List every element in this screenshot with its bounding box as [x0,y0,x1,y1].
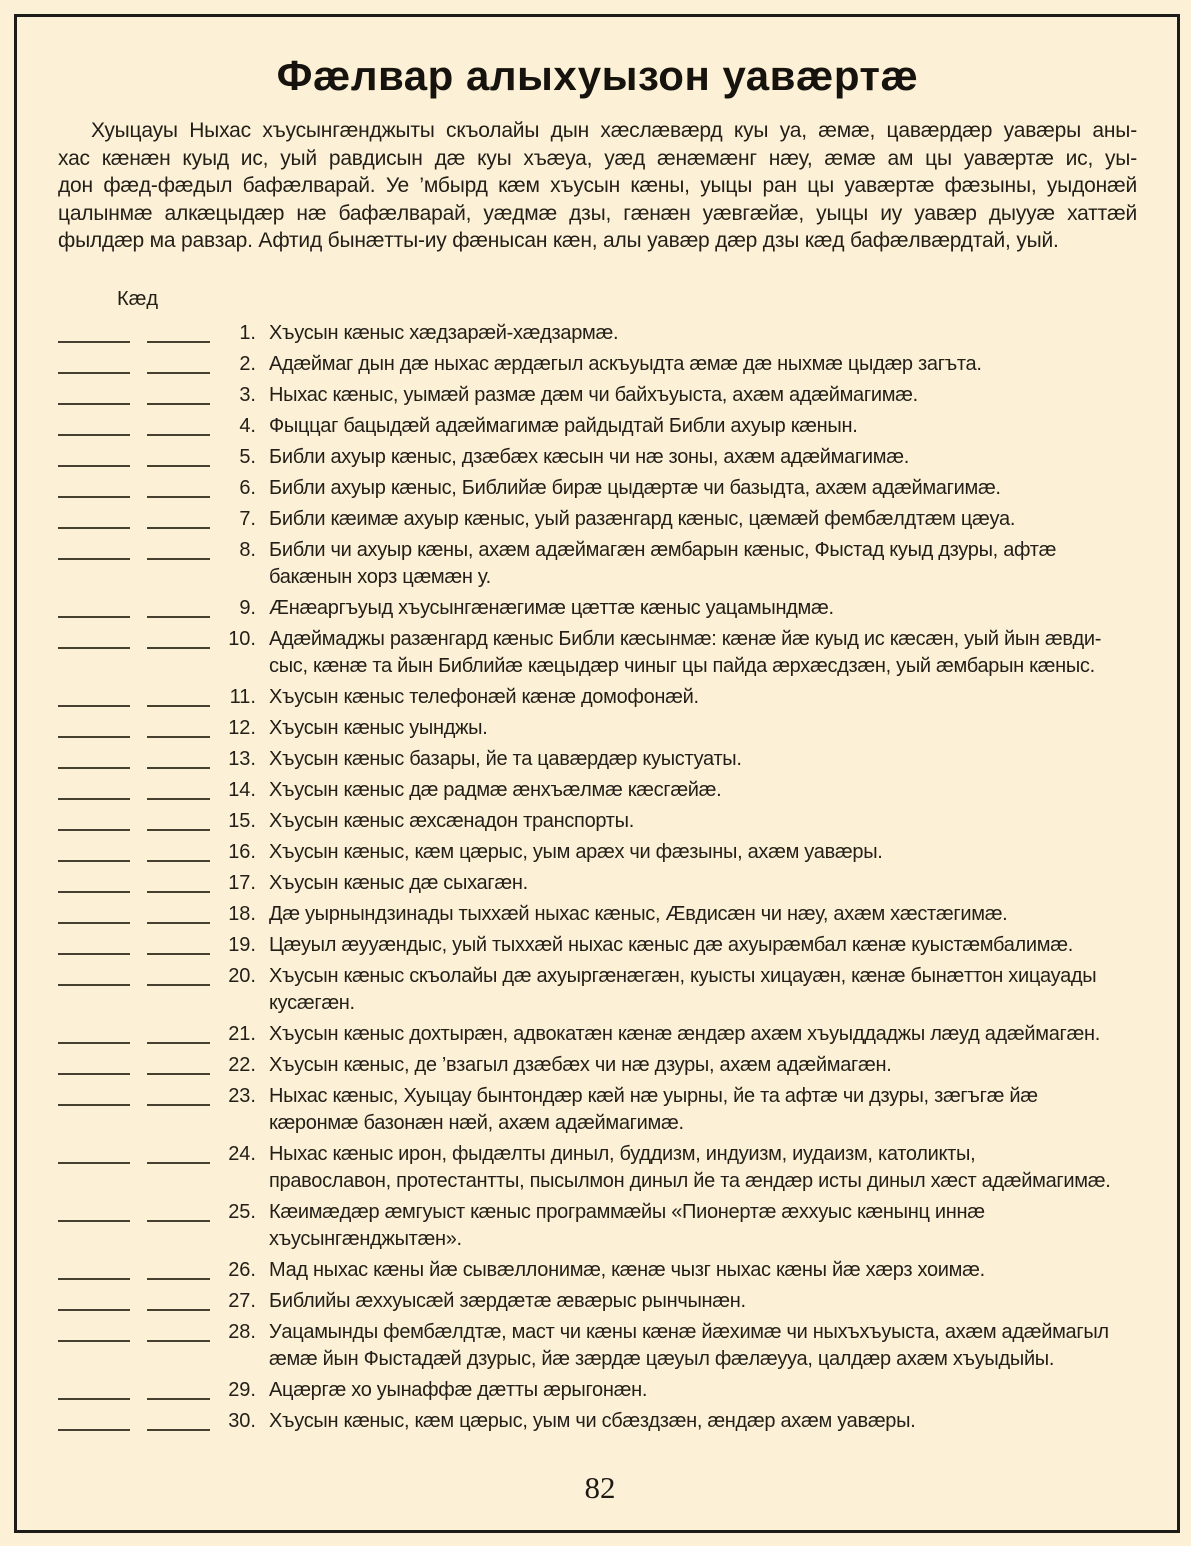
item-text-line: кæронмæ базонæн нæй, ахæм адæймагимæ. [269,1111,684,1134]
answer-blank-2[interactable] [147,537,210,560]
answer-blank-2[interactable] [147,684,210,707]
answer-blank-1[interactable] [58,808,130,831]
answer-blank-2[interactable] [147,715,210,738]
list-item [58,746,1137,773]
answer-blank-1[interactable] [58,1052,130,1075]
answer-blank-2[interactable] [147,1141,210,1164]
item-number: 20. [228,964,256,987]
list-item [58,870,1137,897]
answer-blank-1[interactable] [58,932,130,955]
item-text-line: æмæ йын Фыстадæй дзурыс, йæ зæрдæ цæуыл фæлæууа, цалдæр ахæм хъуыдыйы. [269,1347,1055,1370]
item-text [269,444,1137,471]
answer-blank-1[interactable] [58,1319,130,1342]
item-text [269,1052,1137,1079]
item-text-line: Библи чи ахуыр кæны, ахæм адæймагæн æмбарын кæныс, Фыстад куыд дзуры, афтæ [269,538,1057,561]
answer-blank-1[interactable] [58,870,130,893]
item-text-line: Ныхас кæныс, Хуыцау бынтондæр кæй нæ уырны, йе та афтæ чи дзуры, зæгъгæ йæ [269,1084,1038,1107]
list-item [58,626,1137,680]
list-item [58,777,1137,804]
list-item [58,595,1137,622]
item-text-line: Хъусын кæныс дохтырæн, адвокатæн кæнæ æндæр ахæм хъуыддаджы лæуд адæймагæн. [269,1022,1101,1045]
answer-blank-2[interactable] [147,351,210,374]
item-text [269,1141,1137,1195]
answer-blank-1[interactable] [58,901,130,924]
list-item [58,1257,1137,1284]
item-number: 28. [228,1320,256,1343]
item-text-line: Хъусын кæныс, кæм цæрыс, уым арæх чи фæзыны, ахæм уавæры. [269,840,883,863]
list-item [58,963,1137,1017]
intro-line: хас кæнæн куыд ис, уый равдисын дæ куы хъæуа, уæд æнæмæнг нæу, æмæ ам цы уавæртæ ис, уы- [58,146,1137,170]
answer-blank-2[interactable] [147,444,210,467]
list-item [58,351,1137,378]
item-text [269,870,1137,897]
item-text-line: сыс, кæнæ та йын Библийæ кæцыдæр чиныг цы пайда æрхæсдзæн, уый æмбарын кæныс. [269,654,1095,677]
list-item [58,413,1137,440]
list-item [58,932,1137,959]
item-text-line: Хъусын кæныс æхсæнадон транспорты. [269,809,634,832]
item-text-line: Хъусын кæныс базары, йе та цавæрдæр куыстуаты. [269,747,742,770]
item-number: 2. [239,352,256,375]
item-text [269,1257,1137,1284]
list-item [58,537,1137,591]
answer-blank-2[interactable] [147,626,210,649]
item-text-line: Библи кæимæ ахуыр кæныс, уый разæнгард кæныс, цæмæй фембæлдтæм цæуа. [269,507,1016,530]
list-item [58,444,1137,471]
item-number: 13. [228,747,256,770]
item-text [269,475,1137,502]
item-text-line: Хъусын кæныс хæдзарæй-хæдзармæ. [269,321,619,344]
item-text-line: кусæгæн. [269,991,355,1014]
item-number: 14. [228,778,256,801]
item-text-line: Библи ахуыр кæныс, Библийæ бирæ цыдæртæ чи базыдта, ахæм адæймагимæ. [269,476,1001,499]
item-text [269,1288,1137,1315]
item-text [269,1021,1137,1048]
answer-blank-1[interactable] [58,1288,130,1311]
item-text [269,506,1137,533]
answer-blank-1[interactable] [58,1377,130,1400]
list-item [58,320,1137,347]
situations-checklist [58,320,1137,1435]
item-text [269,901,1137,928]
answer-blank-1[interactable] [58,382,130,405]
list-item [58,1377,1137,1404]
answer-blank-1[interactable] [58,746,130,769]
item-text [269,413,1137,440]
item-text [269,932,1137,959]
item-text [269,1083,1137,1137]
item-text-line: Адæймаджы разæнгард кæныс Библи кæсынмæ: кæнæ йæ куыд ис кæсæн, уый йын æвди- [269,627,1102,650]
item-number: 12. [228,716,256,739]
item-text [269,839,1137,866]
list-item [58,1199,1137,1253]
answer-blank-1[interactable] [58,777,130,800]
answer-blank-2[interactable] [147,320,210,343]
answer-blank-1[interactable] [58,1141,130,1164]
item-number: 8. [239,538,256,561]
list-item [58,808,1137,835]
answer-blank-1[interactable] [58,715,130,738]
item-text-line: Хъусын кæныс телефонæй кæнæ домофонæй. [269,685,699,708]
answer-blank-2[interactable] [147,1021,210,1044]
answer-blank-2[interactable] [147,808,210,831]
answer-blank-2[interactable] [147,1377,210,1400]
item-number: 17. [228,871,256,894]
page-content [17,52,1177,1435]
item-text-line: Библийы æххуысæй зæрдæтæ æвæрыс рынчынæн. [269,1289,746,1312]
item-number: 16. [228,840,256,863]
answer-blank-2[interactable] [147,1319,210,1342]
list-item [58,1319,1137,1373]
intro-line: фылдæр ма равзар. Афтид бынæтты-иу фæнысан кæн, алы уавæр дæр дзы кæд бафæлвæрдтай, уый. [58,229,1059,252]
answer-blank-2[interactable] [147,932,210,955]
item-text [269,595,1137,622]
answer-blank-2[interactable] [147,1288,210,1311]
item-text [269,746,1137,773]
list-item [58,382,1137,409]
item-number: 3. [239,383,256,406]
answer-blank-2[interactable] [147,777,210,800]
item-number: 22. [228,1053,256,1076]
item-number: 19. [228,933,256,956]
list-item [58,839,1137,866]
item-text [269,715,1137,742]
item-text [269,382,1137,409]
answer-blank-1[interactable] [58,1199,130,1222]
item-number: 4. [239,414,256,437]
list-item [58,1288,1137,1315]
item-text [269,1319,1137,1373]
item-number: 30. [228,1409,256,1432]
page-title: Фæлвар алыхуызон уавæртæ [276,52,919,99]
answer-blank-1[interactable] [58,1021,130,1044]
list-item [58,715,1137,742]
item-text-line: Хъусын кæныс дæ сыхагæн. [269,871,528,894]
answer-blank-1[interactable] [58,537,130,560]
page-number: 82 [584,1470,616,1505]
item-text [269,808,1137,835]
list-item [58,506,1137,533]
answer-blank-2[interactable] [147,475,210,498]
item-text [269,320,1137,347]
intro-line: цалынмæ алкæцыдæр нæ бафæлварай, уæдмæ дзы, гæнæн уæвгæйæ, уыцы иу уавæр дыууæ хаттæй [58,201,1137,225]
answer-blank-1[interactable] [58,1408,130,1431]
page-border [14,14,1180,1533]
item-number: 18. [228,902,256,925]
answer-blank-2[interactable] [147,901,210,924]
intro-line: дон фæд-фæдыл бафæлварай. Уе ’мбырд кæм хъусын кæны, уыцы ран цы уавæртæ фæзыны, уыдонæй [58,174,1137,197]
item-number: 15. [228,809,256,832]
item-text-line: Хъусын кæныс, кæм цæрыс, уым чи сбæздзæн, æндæр ахæм уавæры. [269,1409,916,1432]
item-text [269,537,1137,591]
item-text [269,351,1137,378]
answer-blank-2[interactable] [147,1052,210,1075]
item-number: 24. [228,1142,256,1165]
item-text-line: Мад ныхас кæны йæ сывæллонимæ, кæнæ чызг ныхас кæны йæ хæрз хоимæ. [269,1258,985,1281]
item-number: 7. [239,507,256,530]
item-text-line: Кæимæдæр æмгуыст кæныс программæйы «Пионертæ æххуыс кæнынц иннæ [269,1200,985,1223]
answer-blank-1[interactable] [58,626,130,649]
item-text-line: православон, протестантты, пысылмон диныл йе та æндæр исты диныл хæст адæймагимæ. [269,1169,1111,1192]
list-item [58,1083,1137,1137]
item-text-line: Хъусын кæныс скъолайы дæ ахуыргæнæгæн, куысты хицауæн, кæнæ бынæттон хицауады [269,964,1097,987]
item-text [269,777,1137,804]
answer-blank-1[interactable] [58,444,130,467]
answer-blank-1[interactable] [58,351,130,374]
answer-blank-2[interactable] [147,1408,210,1431]
answer-blank-2[interactable] [147,839,210,862]
answer-blank-1[interactable] [58,839,130,862]
item-text-line: хъусынгæнджытæн». [269,1227,462,1250]
list-item [58,901,1137,928]
item-number: 9. [239,596,256,619]
answer-blank-2[interactable] [147,1199,210,1222]
answer-blank-2[interactable] [147,1083,210,1106]
answer-blank-2[interactable] [147,382,210,405]
list-item [58,1408,1137,1435]
item-text-line: Ныхас кæныс ирон, фыдæлты диныл, буддизм, индуизм, иудаизм, католикты, [269,1142,976,1165]
answer-blank-1[interactable] [58,506,130,529]
answer-blank-2[interactable] [147,506,210,529]
answer-blank-2[interactable] [147,1257,210,1280]
list-item [58,475,1137,502]
answer-blank-2[interactable] [147,963,210,986]
answer-blank-1[interactable] [58,595,130,618]
item-text [269,626,1137,680]
item-number: 6. [239,476,256,499]
answer-blank-2[interactable] [147,413,210,436]
item-number: 11. [229,685,256,708]
intro-line: Хуыцауы Ныхас хъусынгæнджыты скъолайы дын хæслæвæрд куы уа, æмæ, цавæрдæр уавæры аны- [91,119,1137,142]
item-number: 23. [228,1084,256,1107]
list-item [58,684,1137,711]
list-item [58,1021,1137,1048]
item-text [269,963,1137,1017]
answer-blank-1[interactable] [58,1257,130,1280]
item-number: 26. [228,1258,256,1281]
item-number: 1. [239,321,256,344]
item-number: 21. [228,1022,256,1045]
list-item [58,1052,1137,1079]
item-text-line: Æнæаргъуыд хъусынгæнæгимæ цæттæ кæныс уацамындмæ. [269,596,834,619]
item-text-line: Ныхас кæныс, уымæй размæ дæм чи байхъуыста, ахæм адæймагимæ. [269,383,918,406]
item-number: 10. [228,627,256,650]
item-text-line: Адæймаг дын дæ ныхас æрдæгыл аскъуыдта æмæ дæ ныхмæ цыдæр загъта. [269,352,982,375]
item-text-line: Хъусын кæныс уынджы. [269,716,488,739]
answer-blank-2[interactable] [147,870,210,893]
list-item [58,1141,1137,1195]
answer-blank-1[interactable] [58,413,130,436]
answer-blank-1[interactable] [58,684,130,707]
item-text [269,1377,1137,1404]
item-text-line: Цæуыл æууæндыс, уый тыххæй ныхас кæныс дæ ахуырæмбал кæнæ куыстæмбалимæ. [269,933,1073,956]
answer-blank-2[interactable] [147,746,210,769]
item-text-line: Хъусын кæныс дæ радмæ æнхъæлмæ кæсгæйæ. [269,778,722,801]
item-text-line: Дæ уырнындзинады тыххæй ныхас кæныс, Æвдисæн чи нæу, ахæм хæстæгимæ. [269,902,1008,925]
date-column-header: Кæд [117,287,159,310]
item-text [269,1408,1137,1435]
item-text-line: Уацамынды фембæлдтæ, маст чи кæны кæнæ йæхимæ чи ныхъхъуыста, ахæм адæймагыл [269,1320,1109,1343]
item-text-line: Хъусын кæныс, де ’взагыл дзæбæх чи нæ дзуры, ахæм адæймагæн. [269,1053,892,1076]
answer-blank-2[interactable] [147,595,210,618]
item-text [269,684,1137,711]
answer-blank-1[interactable] [58,963,130,986]
item-text [269,1199,1137,1253]
intro-paragraph [58,117,1137,255]
item-text-line: бакæнын хорз цæмæн у. [269,565,491,588]
item-number: 29. [228,1378,256,1401]
item-text-line: Фыццаг бацыдæй адæймагимæ райдыдтай Библи ахуыр кæнын. [269,414,858,437]
item-number: 5. [239,445,256,468]
item-number: 27. [228,1289,256,1312]
item-number: 25. [228,1200,256,1223]
item-text-line: Ацæргæ хо уынаффæ дæтты æрыгонæн. [269,1378,648,1401]
answer-blank-1[interactable] [58,475,130,498]
item-text-line: Библи ахуыр кæныс, дзæбæх кæсын чи нæ зоны, ахæм адæймагимæ. [269,445,909,468]
answer-blank-1[interactable] [58,1083,130,1106]
answer-blank-1[interactable] [58,320,130,343]
